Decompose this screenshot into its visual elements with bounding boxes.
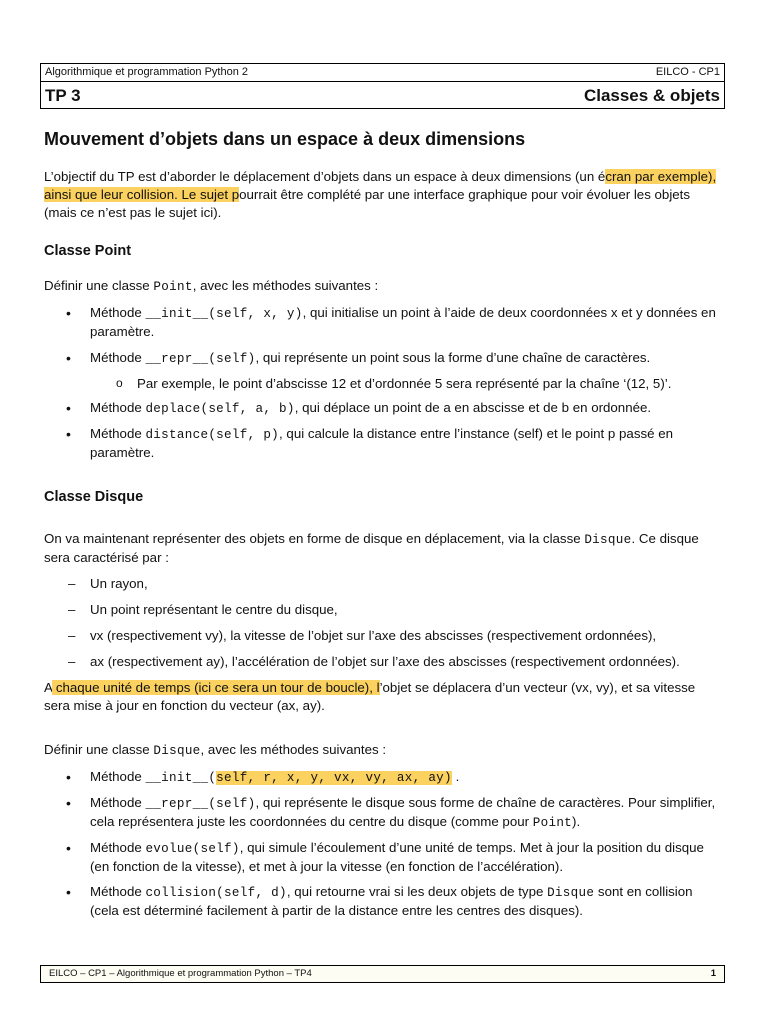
list-item: • Méthode deplace(self, a, b), qui déplace un point de a en abscisse et de b en ordonnée. (44, 399, 724, 418)
section-heading-point: Classe Point (44, 243, 132, 259)
section-heading-disque: Classe Disque (44, 489, 144, 505)
tp-topic: Classes & objets (583, 85, 720, 105)
disque-methods-list (44, 768, 724, 920)
list-item: • Méthode distance(self, p), qui calcule la distance entre l’instance (self) et le point p passé en paramètre. (44, 425, 724, 462)
disque-intro: On va maintenant représenter des objets en forme de disque en déplacement, via la classe Disque. Ce disque sera caractérisé par : (44, 531, 699, 565)
highlight: self, r, x, y, vx, vy, ax, ay) (216, 771, 452, 785)
list-item: • Méthode __init__(self, r, x, y, vx, vy, ax, ay) . (44, 768, 724, 787)
list-item: • Méthode evolue(self), qui simule l’écoulement d’une unité de temps. Met à jour la position du disque (en fonction de la vitesse), et met à jour la vitesse (en fonction de l’accélération). (44, 839, 724, 876)
document-body (44, 118, 724, 920)
footer-text: EILCO – CP1 – Algorithmique et programmation Python – TP4 (49, 968, 312, 979)
tp-number: TP 3 (45, 85, 81, 105)
document-footer (40, 965, 725, 983)
sub-list-item: o Par exemple, le point d’abscisse 12 et d’ordonnée 5 sera représenté par la chaîne ‘(12, 5)’. (44, 375, 724, 393)
list-item: • Méthode __repr__(self), qui représente le disque sous forme de chaîne de caractères. Pour simplifier, cela représentera juste les coordonnées du centre du disque (comme pour Point). (44, 794, 724, 832)
list-item: – Un rayon, (44, 575, 724, 593)
list-item: • Méthode __init__(self, x, y), qui initialise un point à l’aide de deux coordonnées x et y données en paramètre. (44, 304, 724, 341)
sub-list (90, 375, 724, 393)
header-top-row (41, 64, 724, 82)
course-name: Algorithmique et programmation Python 2 (45, 66, 248, 78)
list-item: – Un point représentant le centre du disque, (44, 601, 724, 619)
list-item: • Méthode __repr__(self), qui représente un point sous la forme d’une chaîne de caractères. o Par exemple, le point d’abscisse 12 et d’ordonnée 5 sera représenté par la chaîne ‘(12, 5)’. (44, 349, 724, 393)
point-definition: Définir une classe Point, avec les méthodes suivantes : (44, 278, 379, 294)
header-bottom-row (41, 82, 724, 109)
point-methods-list (44, 304, 724, 462)
disque-definition: Définir une classe Disque, avec les méthodes suivantes : (44, 742, 387, 758)
list-item: – ax (respectivement ay), l’accélération de l’objet sur l’axe des abscisses (respectivement ordonnées). (44, 653, 724, 671)
page-title: Mouvement d’objets dans un espace à deux dimensions (44, 129, 526, 149)
school-name: EILCO - CP1 (655, 66, 720, 78)
disque-attributes-list (44, 575, 724, 671)
document-header (40, 63, 725, 109)
time-unit-paragraph: A chaque unité de temps (ici ce sera un tour de boucle), l’objet se déplacera d’un vecteur (vx, vy), et sa vitesse sera mise à jour en fonction du vecteur (ax, ay). (44, 680, 696, 713)
page-number: 1 (710, 968, 716, 979)
list-item: – vx (respectivement vy), la vitesse de l’objet sur l’axe des abscisses (respectivement ordonnées), (44, 627, 724, 645)
intro-paragraph: L’objectif du TP est d’aborder le déplacement d’objets dans un espace à deux dimensions (un écran par exemple), ainsi que leur collision. Le sujet pourrait être complété par une interface graphique pour voir évoluer les objets (mais ce n’est pas le sujet ici). (44, 169, 717, 220)
highlight: chaque unité de temps (ici ce sera un tour de boucle), l (52, 680, 380, 695)
highlight: cran par exemple), ainsi que leur collision. Le sujet p (44, 169, 717, 202)
list-item: • Méthode collision(self, d), qui retourne vrai si les deux objets de type Disque sont en collision (cela est déterminé facilement à partir de la distance entre les centres des disques). (44, 883, 724, 920)
